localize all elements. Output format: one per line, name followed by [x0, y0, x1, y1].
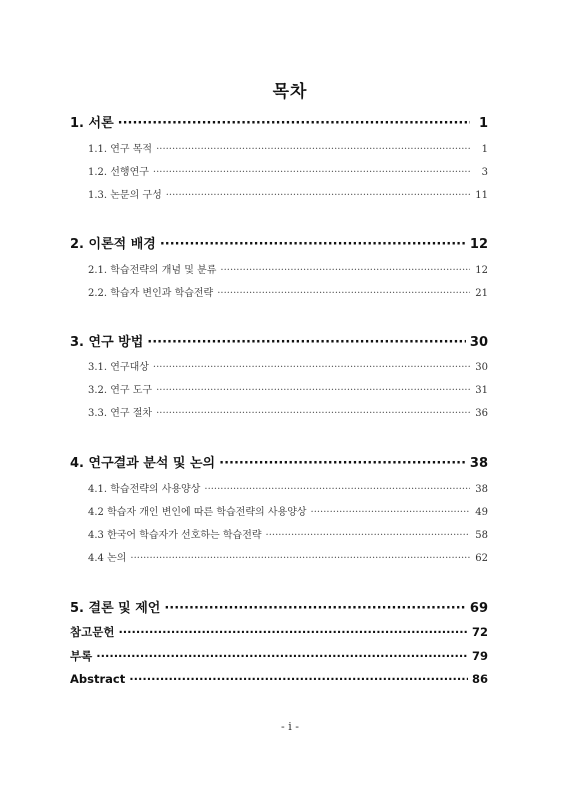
- toc-entry[interactable]: [70, 672, 488, 686]
- toc-entry-label: 2.2. 학습자 변인과 학습전략: [88, 288, 214, 299]
- toc-entry[interactable]: [88, 549, 488, 564]
- toc-entry[interactable]: [88, 480, 488, 495]
- toc-entry[interactable]: [88, 140, 488, 155]
- dot-leader: [156, 144, 470, 155]
- toc-entry-page: 62: [475, 553, 488, 564]
- dot-leader: [153, 167, 470, 178]
- dot-leader: [266, 530, 470, 541]
- toc-entry-label: 3. 연구 방법: [70, 335, 144, 350]
- toc-entry[interactable]: [88, 261, 488, 276]
- toc-entry-page: 72: [471, 625, 488, 639]
- dot-leader: [164, 601, 466, 616]
- toc-entry-label: Abstract: [70, 672, 126, 686]
- toc-entry-label: 부록: [70, 649, 93, 663]
- dot-leader: [153, 362, 470, 373]
- dot-leader: [118, 116, 470, 131]
- toc-entry-page: 86: [471, 672, 488, 686]
- dot-leader: [166, 190, 470, 201]
- toc-entry[interactable]: [88, 163, 488, 178]
- dot-leader: [147, 335, 466, 350]
- dot-leader: [130, 553, 470, 564]
- dot-leader: [220, 265, 470, 276]
- page-number-footer: - i -: [281, 720, 299, 733]
- dot-leader: [96, 649, 468, 663]
- toc-entry-page: 3: [481, 167, 488, 178]
- toc-entry-page: 30: [469, 335, 488, 350]
- toc-entry[interactable]: [70, 648, 488, 664]
- toc-entry-label: 4.3 한국어 학습자가 선호하는 학습전략: [88, 530, 262, 541]
- toc-entry-page: 69: [469, 601, 488, 616]
- toc-entry[interactable]: [88, 358, 488, 373]
- toc-entry-label: 3.1. 연구대상: [88, 362, 149, 373]
- toc-entry[interactable]: [70, 624, 488, 640]
- toc-entry-label: 3.2. 연구 도구: [88, 385, 153, 396]
- toc-entry[interactable]: [88, 404, 488, 419]
- toc-entry-label: 4. 연구결과 분석 및 논의: [70, 456, 216, 471]
- toc-entry-label: 1.2. 선행연구: [88, 167, 149, 178]
- toc-entry-label: 3.3. 연구 절차: [88, 408, 153, 419]
- toc-entry-page: 21: [475, 288, 488, 299]
- dot-leader: [204, 484, 470, 495]
- toc-entry-label: 참고문헌: [70, 625, 115, 639]
- toc-entry-page: 79: [471, 649, 488, 663]
- dot-leader: [219, 456, 466, 471]
- toc-entry-page: 36: [475, 408, 488, 419]
- dot-leader: [129, 672, 468, 686]
- toc-entry-page: 58: [475, 530, 488, 541]
- dot-leader: [156, 385, 470, 396]
- toc-entry[interactable]: [70, 597, 488, 616]
- toc-entry-label: 2. 이론적 배경: [70, 237, 156, 252]
- toc-entry[interactable]: [70, 233, 488, 252]
- toc-entry[interactable]: [88, 526, 488, 541]
- dot-leader: [311, 507, 470, 518]
- page-title: 목차: [272, 82, 308, 102]
- toc-entry-label: 4.2 학습자 개인 변인에 따른 학습전략의 사용양상: [88, 507, 307, 518]
- toc-entry-page: 11: [475, 190, 488, 201]
- toc-entry[interactable]: [88, 186, 488, 201]
- toc-entry[interactable]: [70, 452, 488, 471]
- toc-entry-page: 31: [475, 385, 488, 396]
- dot-leader: [118, 625, 468, 639]
- toc-entry[interactable]: [88, 381, 488, 396]
- toc-entry[interactable]: [88, 503, 488, 518]
- toc-entry-page: 30: [475, 362, 488, 373]
- toc-entry-label: 4.1. 학습전략의 사용양상: [88, 484, 201, 495]
- dot-leader: [160, 237, 466, 252]
- toc-entry-page: 38: [469, 456, 488, 471]
- toc-entry-label: 1.3. 논문의 구성: [88, 190, 162, 201]
- toc-entry-label: 2.1. 학습전략의 개념 및 분류: [88, 265, 217, 276]
- toc-entry-page: 1: [481, 144, 488, 155]
- toc-entry[interactable]: [70, 112, 488, 131]
- toc-entry-label: 1. 서론: [70, 116, 114, 131]
- toc-entry-page: 38: [475, 484, 488, 495]
- toc-entry-label: 5. 결론 및 제언: [70, 601, 161, 616]
- toc-entry[interactable]: [70, 331, 488, 350]
- toc-entry-label: 4.4 논의: [88, 553, 127, 564]
- toc-entry-label: 1.1. 연구 목적: [88, 144, 153, 155]
- toc-entry-page: 12: [475, 265, 488, 276]
- toc-entry-page: 49: [475, 507, 488, 518]
- dot-leader: [156, 408, 470, 419]
- toc-entry[interactable]: [88, 284, 488, 299]
- toc-entry-page: 12: [469, 237, 488, 252]
- toc-entry-page: 1: [478, 116, 488, 131]
- dot-leader: [217, 288, 470, 299]
